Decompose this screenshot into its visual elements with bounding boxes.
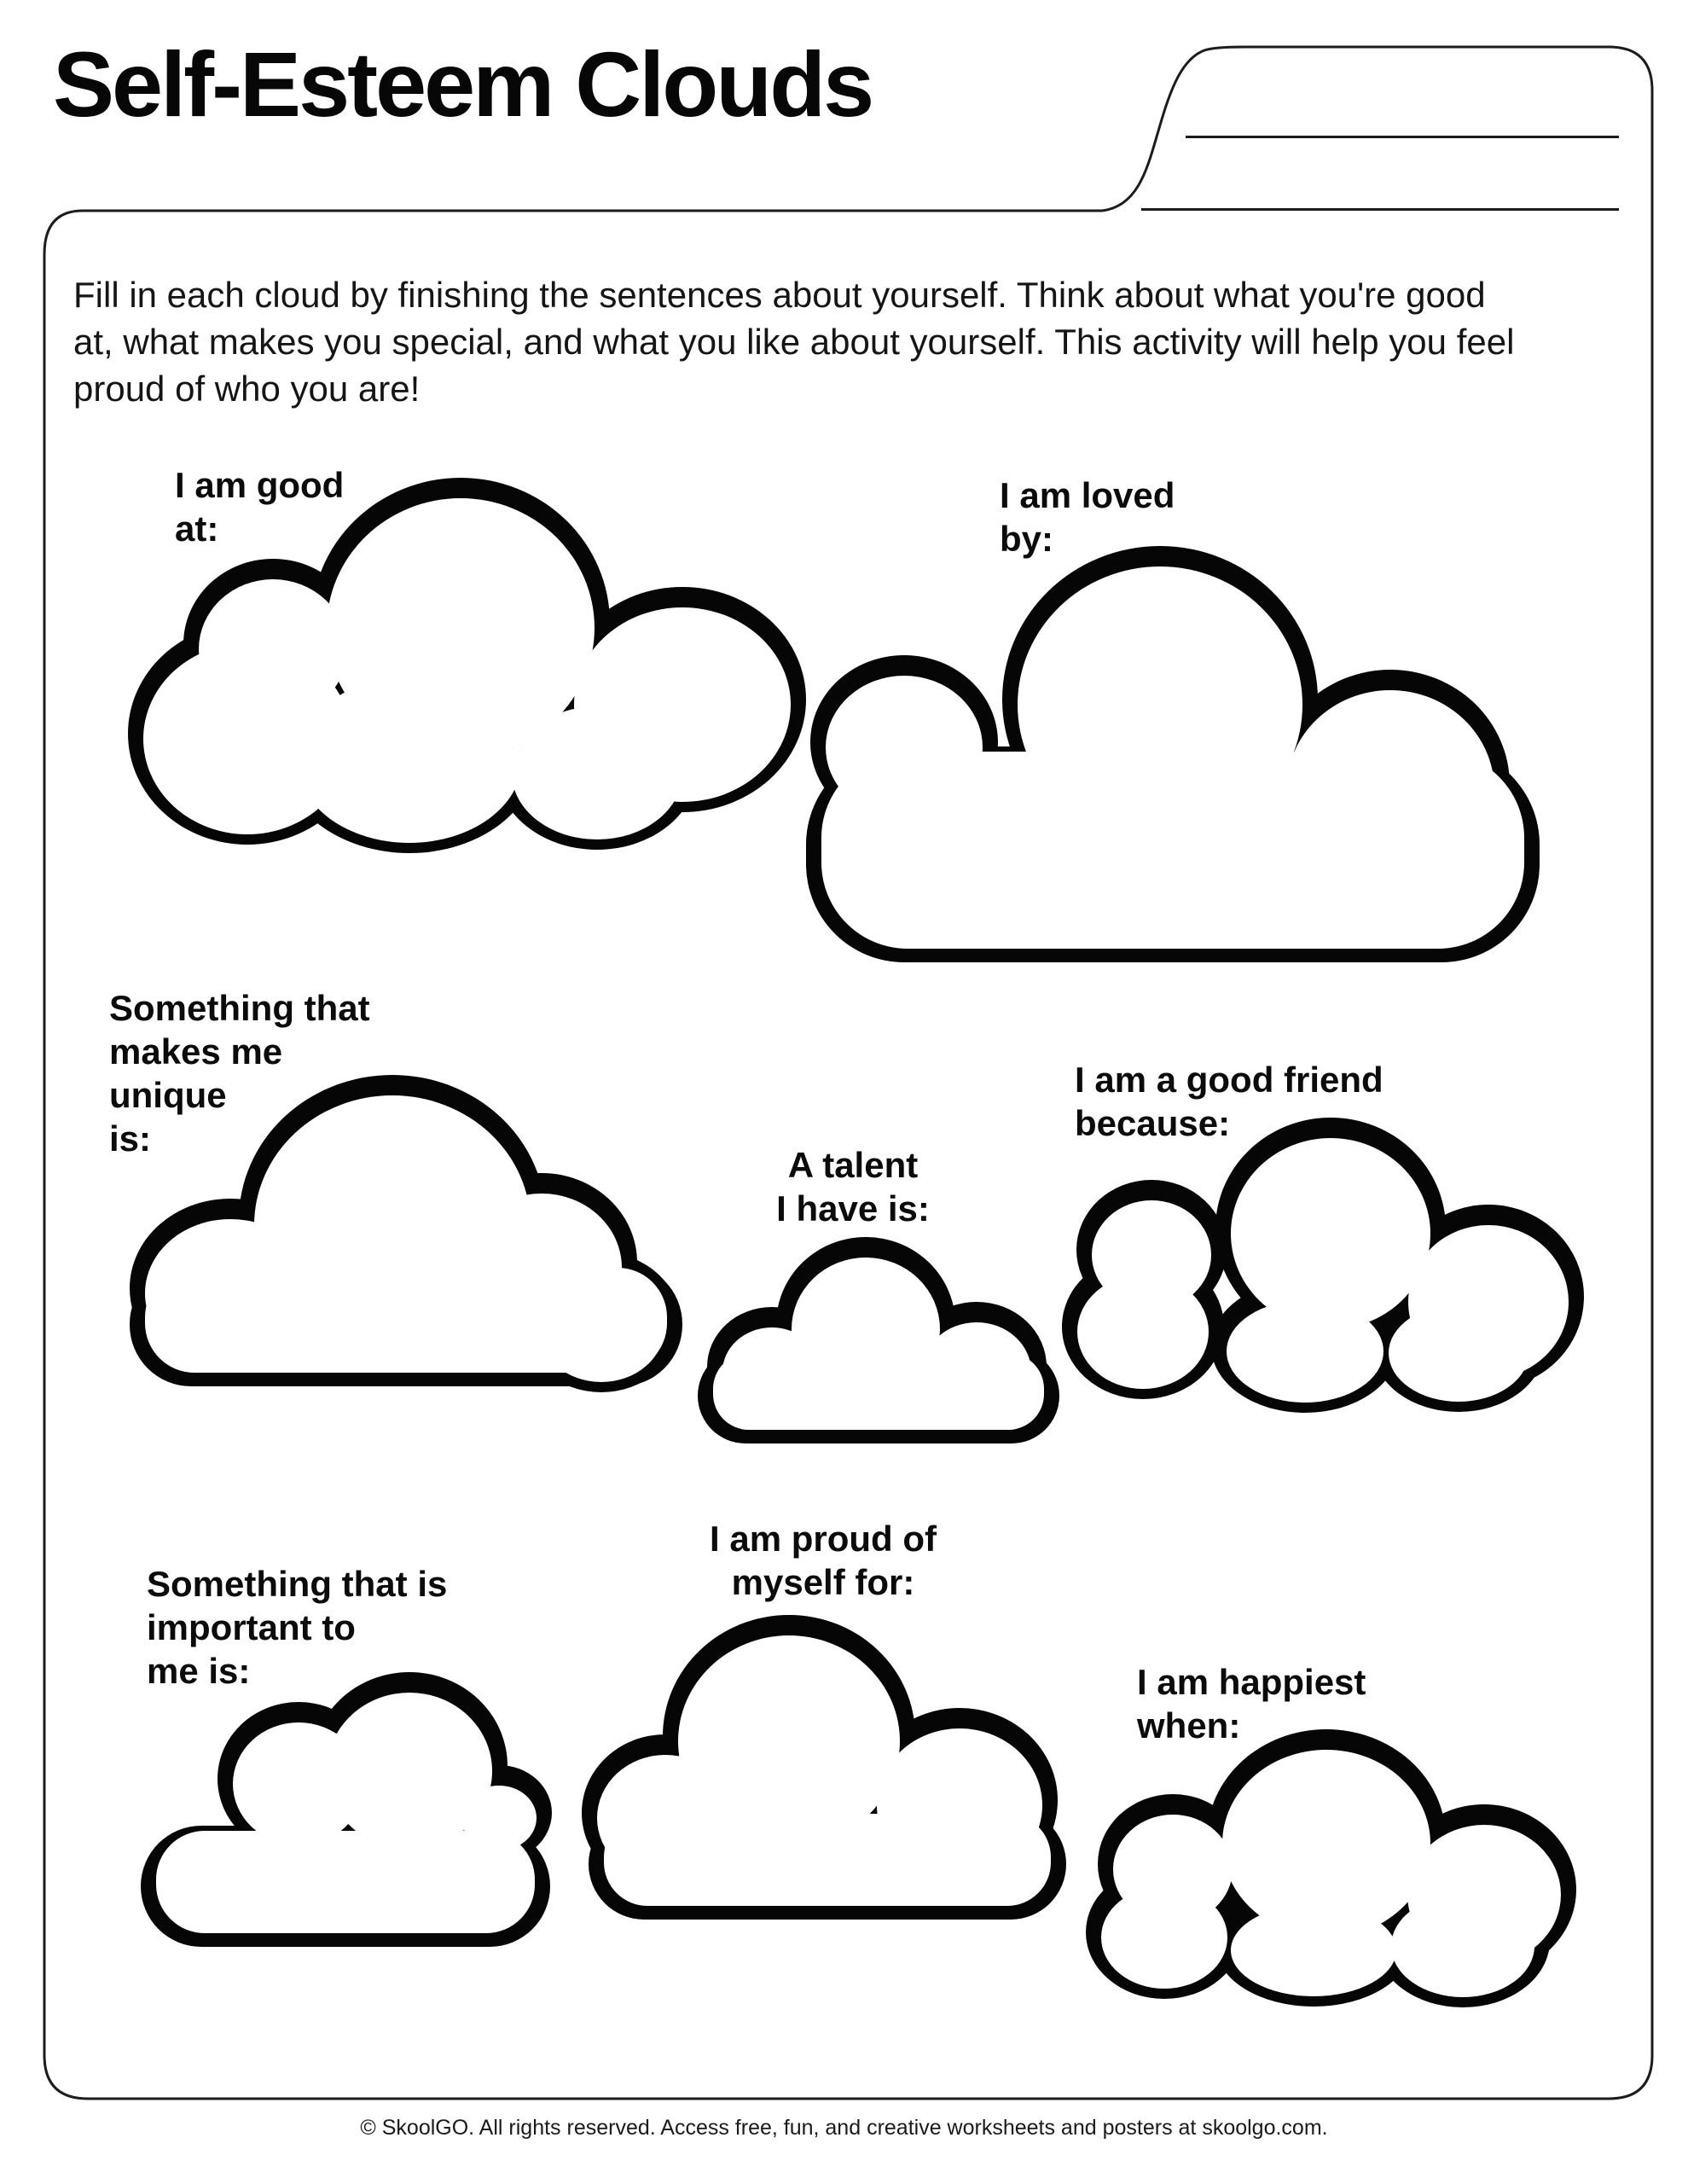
cloud-happiest[interactable] [1066,1723,1595,2022]
cloud-proud[interactable] [571,1604,1083,1928]
prompt-unique: Something that makes me unique is: [109,988,370,1159]
footer-credit: © SkoolGO. All rights reserved. Access free, fun, and creative worksheets and posters at skoolgo.com. [360,2116,1328,2140]
instructions-text [73,271,1514,412]
name-write-line[interactable] [1186,136,1619,138]
cloud-loved-by[interactable] [793,529,1578,973]
instructions-line: Fill in each cloud by finishing the sentences about yourself. Think about what you're good [73,275,1486,315]
cloud-talent[interactable] [682,1228,1075,1459]
prompt-happiest: I am happiest when: [1137,1662,1366,1745]
prompt-friend: I am a good friend because: [1075,1060,1383,1143]
prompt-loved-by: I am loved by: [1000,475,1175,559]
prompt-proud: I am proud of myself for: [710,1519,937,1602]
date-write-line[interactable] [1141,208,1619,211]
cloud-friend[interactable] [1049,1109,1586,1425]
prompt-talent: A talent I have is: [776,1145,930,1228]
instructions-line: at, what makes you special, and what you like about yourself. This activity will help you feel [73,322,1515,362]
prompt-important: Something that is important to me is: [147,1564,448,1691]
instructions-line: proud of who you are! [73,369,421,409]
page-title: Self-Esteem Clouds [53,32,873,136]
prompt-good-at: I am good at: [175,465,345,549]
